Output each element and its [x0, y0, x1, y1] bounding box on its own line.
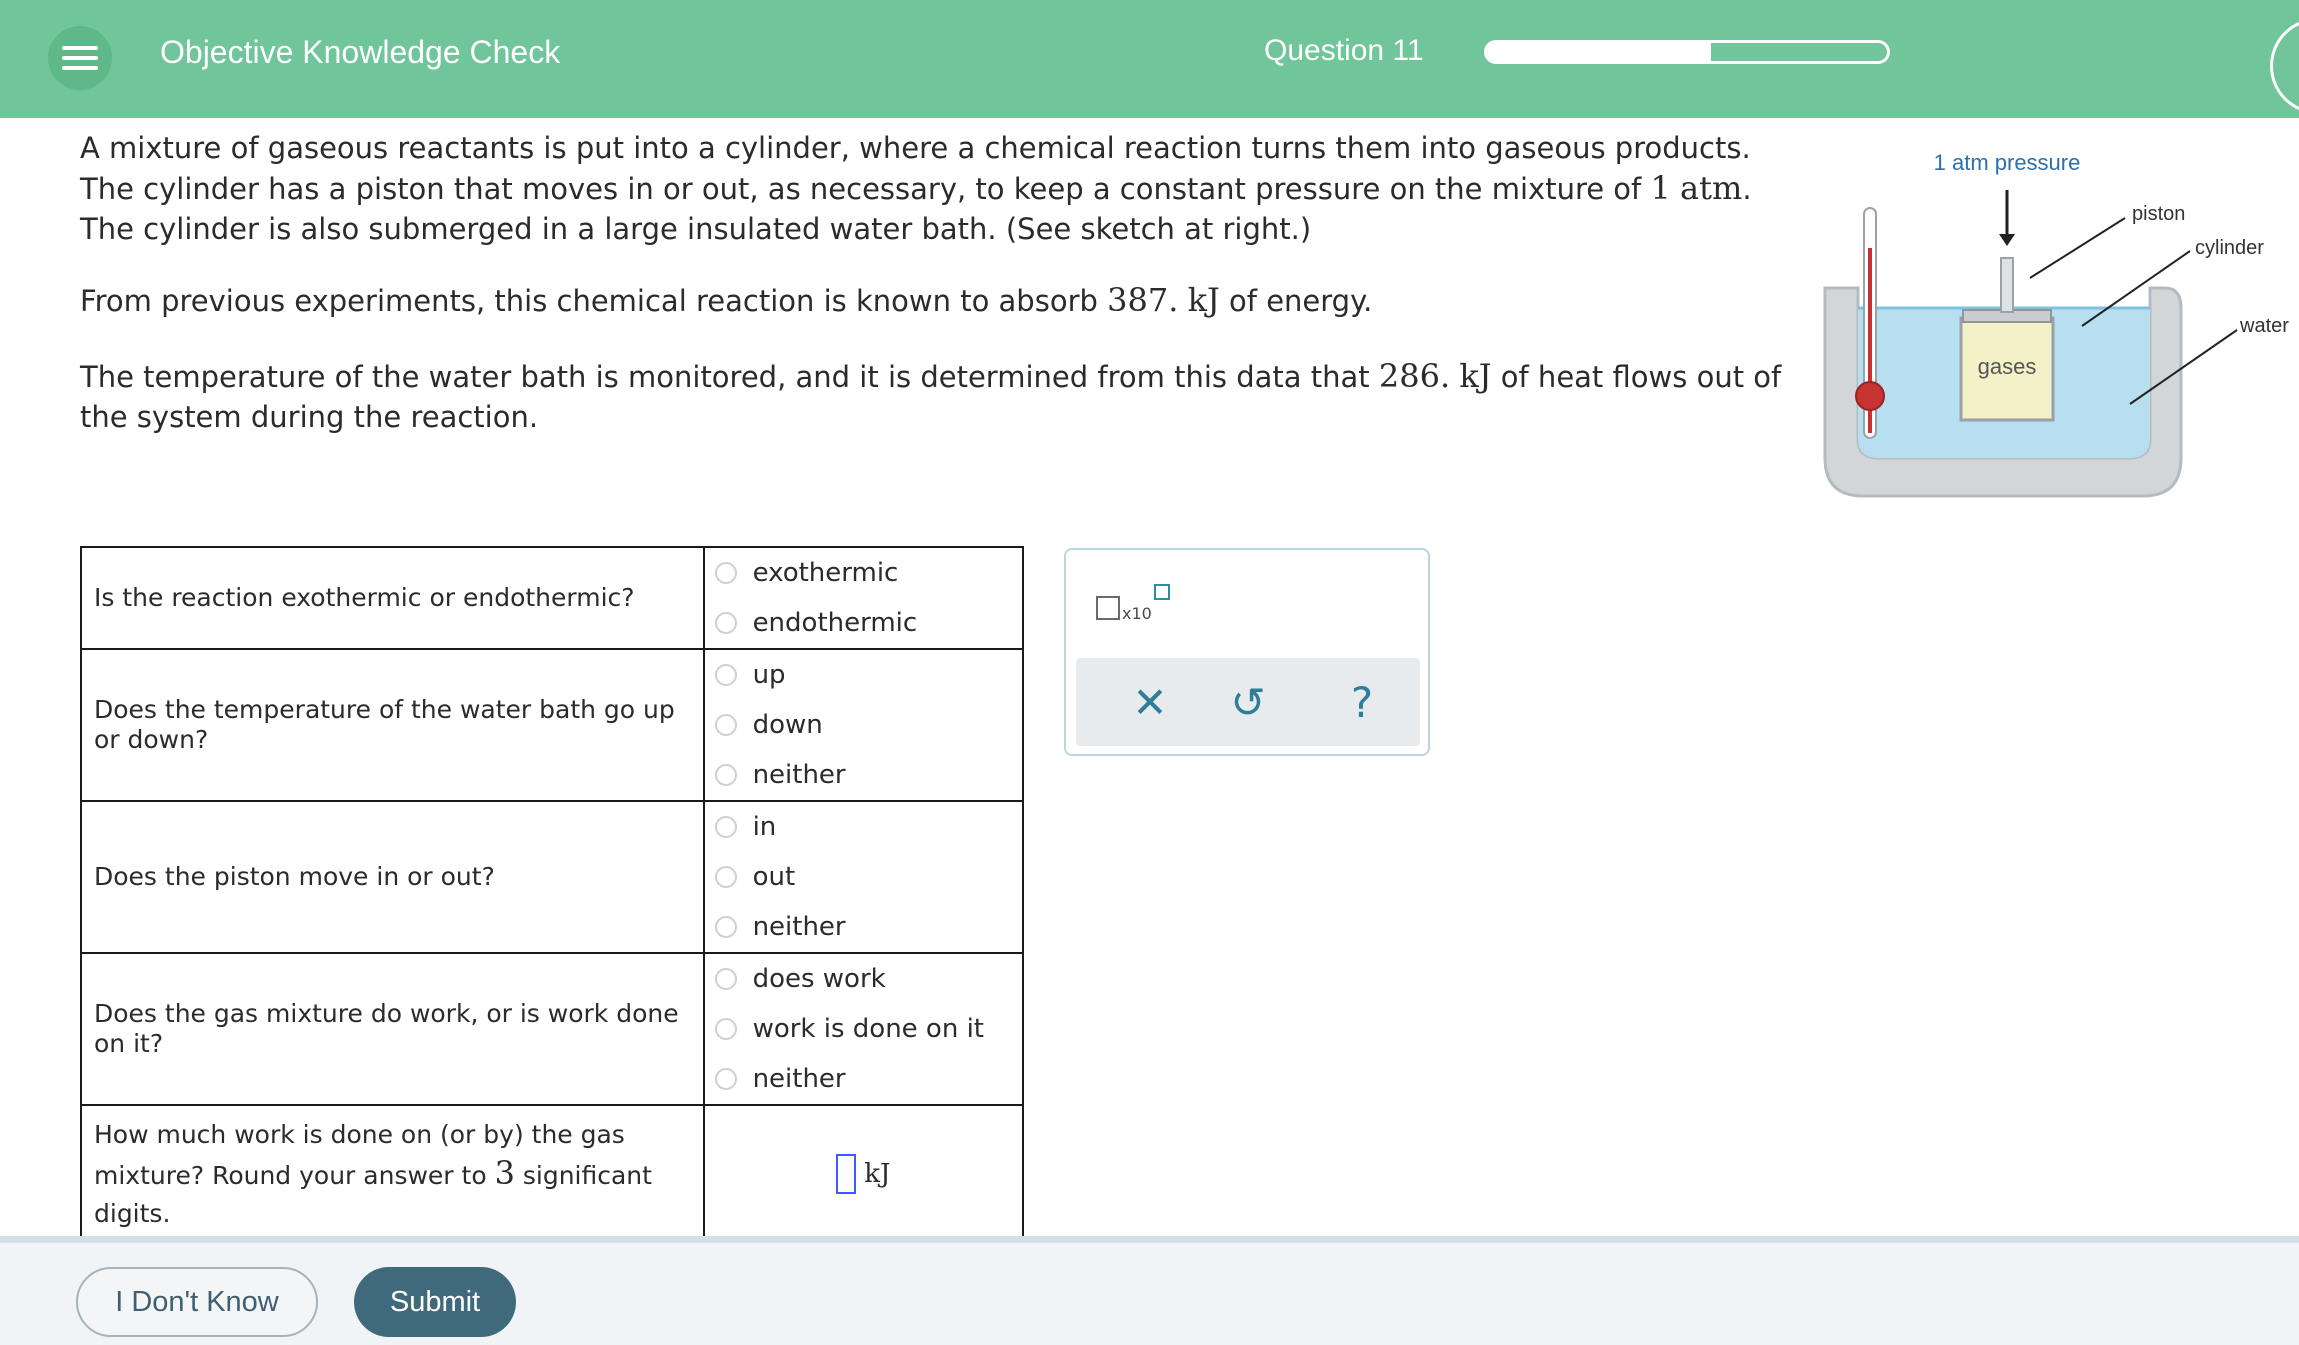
question-table	[80, 546, 1024, 1244]
app-title: Objective Knowledge Check	[160, 34, 561, 70]
radio-button[interactable]	[715, 1068, 737, 1090]
tool-row	[1076, 658, 1420, 746]
question-cell: Does the temperature of the water bath go up or down?	[81, 649, 704, 801]
question-cell: Does the piston move in or out?	[81, 801, 704, 953]
options-cell	[704, 547, 1023, 649]
radio-button[interactable]	[715, 1018, 737, 1040]
radio-button[interactable]	[715, 916, 737, 938]
water-label: water	[2240, 315, 2289, 337]
radio-button[interactable]	[715, 714, 737, 736]
option-exothermic[interactable]: exothermic	[705, 548, 1022, 598]
options-cell	[704, 649, 1023, 801]
option-neither[interactable]: neither	[705, 750, 1022, 800]
apparatus-sketch	[1800, 138, 2299, 508]
profile-circle[interactable]	[2270, 18, 2299, 114]
answer-cell	[704, 1105, 1023, 1243]
option-up[interactable]: up	[705, 650, 1022, 700]
gases-label: gases	[1977, 354, 2037, 379]
pressure-arrow-head	[1999, 234, 2015, 246]
x10-label: x10	[1122, 604, 1152, 623]
table-row	[81, 649, 1023, 801]
table-row	[81, 547, 1023, 649]
work-question-cell: How much work is done on (or by) the gas mixture? Round your answer to 3 significant digits.	[81, 1105, 704, 1243]
radio-button[interactable]	[715, 612, 737, 634]
progress-fill	[1487, 43, 1711, 61]
table-row	[81, 1105, 1023, 1243]
progress-bar	[1484, 40, 1890, 64]
question-cell: Does the gas mixture do work, or is work done on it?	[81, 953, 704, 1105]
prompt-paragraph-1: A mixture of gaseous reactants is put into a cylinder, where a chemical reaction turns them into gaseous products. The cylinder has a piston that moves in or out, as necessary, to keep a constant pressure on the mixture of 1 atm. The cylinder is also submerged in a large insulated water bath. (See sketch at right.)	[80, 131, 1752, 246]
question-number: Question 11	[1264, 34, 1424, 67]
clear-icon[interactable]: ✕	[1132, 677, 1168, 727]
table-row	[81, 801, 1023, 953]
cylinder-label: cylinder	[2195, 237, 2264, 259]
radio-button[interactable]	[715, 764, 737, 786]
top-bar	[0, 0, 2299, 118]
options-cell	[704, 801, 1023, 953]
exponent-box-icon	[1154, 584, 1170, 600]
help-icon[interactable]: ?	[1350, 677, 1374, 727]
undo-icon[interactable]: ↺	[1230, 677, 1266, 727]
option-neither[interactable]: neither	[705, 902, 1022, 952]
option-down[interactable]: down	[705, 700, 1022, 750]
option-work-done-on-it[interactable]: work is done on it	[705, 1004, 1022, 1054]
radio-button[interactable]	[715, 562, 737, 584]
prompt-paragraph-3: The temperature of the water bath is monitored, and it is determined from this data that 286. kJ of heat flows out of the system during the reaction.	[80, 357, 1782, 434]
radio-button[interactable]	[715, 866, 737, 888]
dont-know-button[interactable]: I Don't Know	[76, 1267, 318, 1337]
radio-button[interactable]	[715, 816, 737, 838]
answer-unit: kJ	[864, 1159, 891, 1189]
option-in[interactable]: in	[705, 802, 1022, 852]
base-box-icon	[1096, 596, 1120, 620]
option-out[interactable]: out	[705, 852, 1022, 902]
menu-icon[interactable]	[48, 26, 112, 90]
answer-tool-panel	[1064, 548, 1430, 756]
options-cell	[704, 953, 1023, 1105]
radio-button[interactable]	[715, 968, 737, 990]
bottom-bar	[0, 1236, 2299, 1345]
answer-input[interactable]	[836, 1154, 856, 1194]
prompt-paragraph-2: From previous experiments, this chemical reaction is known to absorb 387. kJ of energy.	[80, 281, 1373, 319]
piston-pointer	[2030, 218, 2125, 278]
option-endothermic[interactable]: endothermic	[705, 598, 1022, 648]
option-does-work[interactable]: does work	[705, 954, 1022, 1004]
piston-label: piston	[2132, 203, 2186, 225]
table-row	[81, 953, 1023, 1105]
submit-button[interactable]: Submit	[354, 1267, 516, 1337]
thermometer-bulb	[1856, 382, 1884, 410]
question-cell: Is the reaction exothermic or endothermic?	[81, 547, 704, 649]
scientific-notation-button[interactable]	[1096, 584, 1176, 634]
piston-rod	[2001, 258, 2013, 312]
radio-button[interactable]	[715, 664, 737, 686]
option-neither[interactable]: neither	[705, 1054, 1022, 1104]
pressure-label: 1 atm pressure	[1933, 150, 2081, 175]
